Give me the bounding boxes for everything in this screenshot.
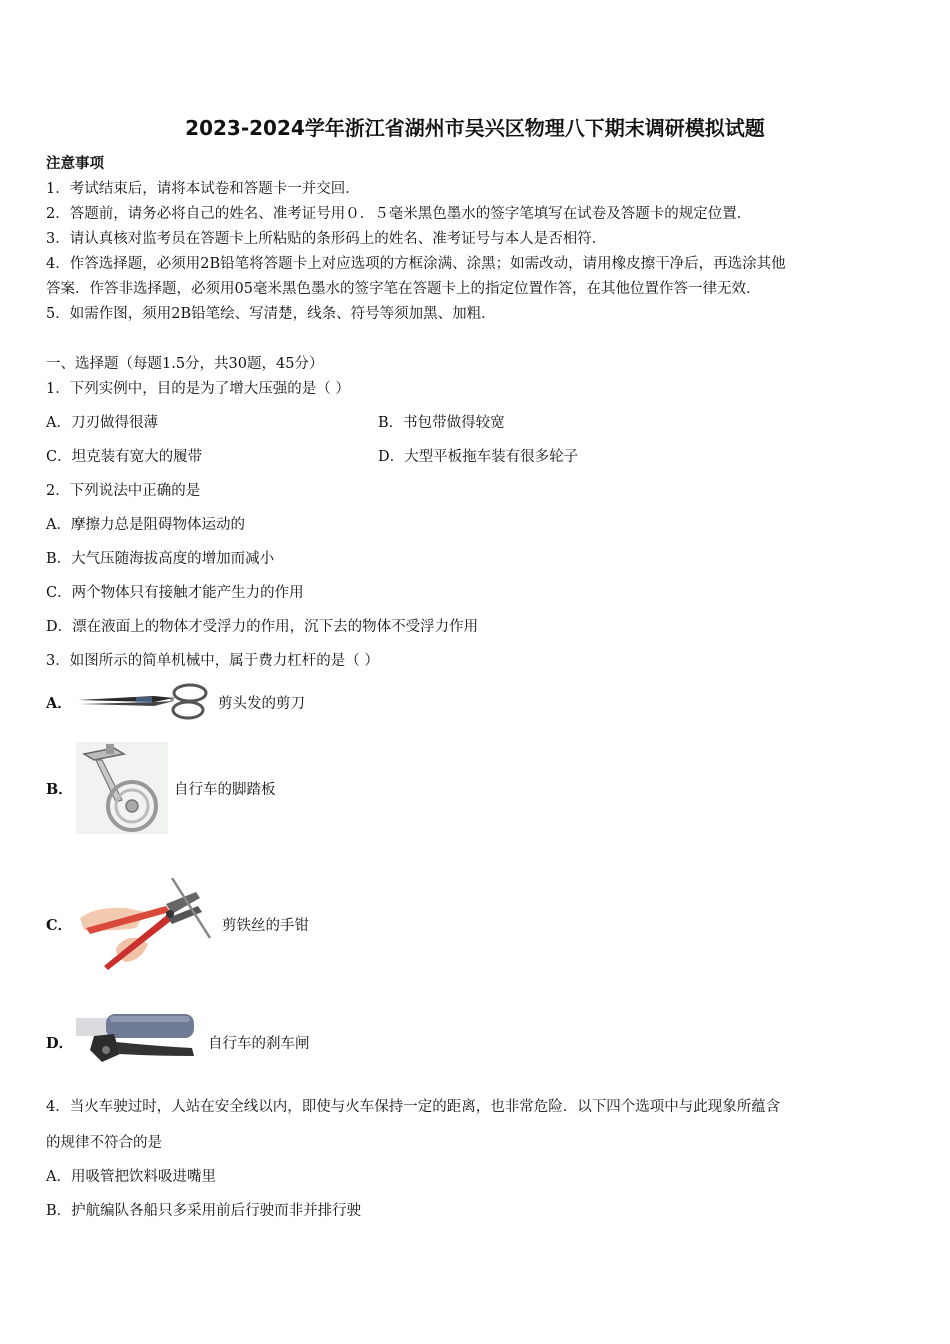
notice-item-1: 1．考试结束后，请将本试卷和答题卡一并交回． bbox=[46, 181, 360, 197]
q2-option-c: C．两个物体只有接触才能产生力的作用 bbox=[46, 585, 304, 601]
q3-option-b bbox=[46, 742, 276, 834]
q3-option-d-letter: D． bbox=[46, 1034, 74, 1052]
q3-stem: 3．如图所示的简单机械中，属于费力杠杆的是（ ） bbox=[46, 653, 379, 669]
notice-item-5: 5．如需作图，须用2B铅笔绘、写清楚，线条、符号等须加黑、加粗． bbox=[46, 306, 496, 322]
q1-option-b: B．书包带做得较宽 bbox=[378, 415, 505, 431]
notice-item-4-cont: 答案．作答非选择题，必须用05毫米黑色墨水的签字笔在答题卡上的指定位置作答，在其他位置作答一律无效． bbox=[46, 281, 761, 297]
q3-option-b-caption: 自行车的脚踏板 bbox=[174, 781, 276, 798]
q4-option-b: B．护航编队各船只多采用前后行驶而非并排行驶 bbox=[46, 1203, 362, 1219]
page-title: 2023-2024学年浙江省湖州市吴兴区物理八下期末调研模拟试题 bbox=[185, 116, 765, 140]
notice-item-3: 3．请认真核对监考员在答题卡上所粘贴的条形码上的姓名、准考证号与本人是否相符． bbox=[46, 231, 607, 247]
q3-option-b-letter: B． bbox=[46, 780, 73, 798]
notice-item-2: 2．答题前，请务必将自己的姓名、准考证号用０．５毫米黑色墨水的签字笔填写在试卷及答题卡的规定位置． bbox=[46, 206, 752, 222]
section-heading: 一、选择题（每题1.5分，共30题，45分） bbox=[46, 356, 324, 372]
q3-option-d bbox=[46, 1010, 310, 1074]
q3-option-c-caption: 剪铁丝的手钳 bbox=[222, 917, 309, 934]
q4-stem-cont: 的规律不符合的是 bbox=[46, 1135, 162, 1151]
q3-option-a-letter: A． bbox=[46, 694, 72, 712]
q1-stem: 1．下列实例中，目的是为了增大压强的是（ ） bbox=[46, 381, 350, 397]
bicycle-pedal-icon bbox=[76, 742, 168, 834]
q4-stem: 4．当火车驶过时，人站在安全线以内，即使与火车保持一定的距离，也非常危险．以下四个选项中与此现象所蕴含 bbox=[46, 1099, 781, 1115]
notice-item-4: 4．作答选择题，必须用2B铅笔将答题卡上对应选项的方框涂满、涂黑；如需改动，请用橡皮擦干净后，再选涂其他 bbox=[46, 256, 786, 272]
q2-option-d: D．漂在液面上的物体才受浮力的作用，沉下去的物体不受浮力作用 bbox=[46, 619, 479, 635]
q3-option-c bbox=[46, 878, 309, 970]
q1-option-d: D．大型平板拖车装有很多轮子 bbox=[378, 449, 579, 465]
q1-option-c: C．坦克装有宽大的履带 bbox=[46, 449, 203, 465]
notice-heading: 注意事项 bbox=[46, 155, 104, 172]
q2-option-b: B．大气压随海拔高度的增加而减小 bbox=[46, 551, 275, 567]
q2-option-a: A．摩擦力总是阻碍物体运动的 bbox=[46, 517, 245, 533]
q3-option-c-letter: C． bbox=[46, 916, 73, 934]
q2-stem: 2．下列说法中正确的是 bbox=[46, 483, 201, 499]
q3-option-a-caption: 剪头发的剪刀 bbox=[218, 695, 305, 712]
scissors-icon bbox=[76, 682, 212, 722]
q3-option-a bbox=[46, 682, 305, 722]
pliers-icon bbox=[76, 878, 216, 970]
bicycle-brake-icon bbox=[76, 1010, 202, 1074]
q3-option-d-caption: 自行车的刹车闸 bbox=[208, 1035, 310, 1052]
q4-option-a: A．用吸管把饮料吸进嘴里 bbox=[46, 1169, 216, 1185]
q1-option-a: A．刀刃做得很薄 bbox=[46, 415, 158, 431]
